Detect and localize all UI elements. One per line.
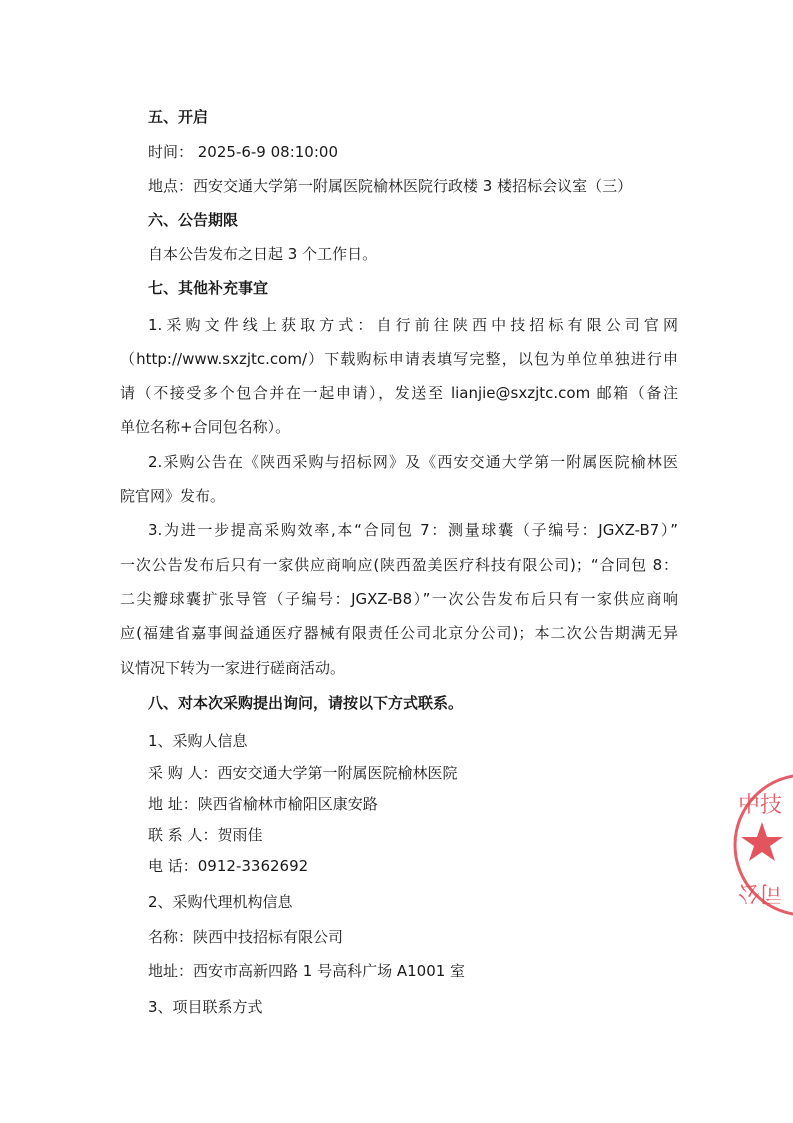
section-8-heading: 八、对本次采购提出询问，请按以下方式联系。 [148, 694, 464, 712]
item1-line-1: 1.采购文件线上获取方式：自行前往陕西中技招标有限公司官网 [148, 316, 678, 334]
item3-line-2: 一次公告发布后只有一家供应商响应(陕西盈美医疗科技有限公司)；“合同包 8： [120, 556, 678, 574]
section-5-heading: 五、开启 [148, 108, 209, 126]
item3-line-1: 3.为进一步提高采购效率,本“合同包 7：测量球囊（子编号：JGXZ-B7）” [148, 521, 678, 539]
item3-line-3: 二尖瓣球囊扩张导管（子编号：JGXZ-B8）”一次公告发布后只有一家供应商响 [120, 590, 678, 608]
section-7-heading: 七、其他补充事宜 [148, 279, 269, 297]
opening-time: 时间： 2025-6-9 08:10:00 [148, 143, 338, 161]
agency-address: 地址：西安市高新四路 1 号高科广场 A1001 室 [148, 962, 466, 980]
stamp-text-bottom: 司公 [737, 880, 782, 905]
agency-name: 名称：陕西中技招标有限公司 [148, 928, 344, 946]
company-seal-stamp [730, 770, 793, 920]
item3-line-5: 议情况下转为一家进行磋商活动。 [120, 659, 346, 677]
purchaser-name: 采 购 人：西安交通大学第一附属医院榆林医院 [148, 764, 458, 782]
item1-line-2: （http://www.sxzjtc.com/）下载购标申请表填写完整，以包为单位单独进行申 [120, 350, 678, 368]
item2-line-1: 2.采购公告在《陕西采购与招标网》及《西安交通大学第一附属医院榆林医 [148, 453, 678, 471]
purchaser-phone: 电 话：0912-3362692 [148, 857, 309, 875]
item2-line-2: 院官网》发布。 [120, 487, 226, 505]
item1-line-4: 单位名称+合同包名称）。 [120, 418, 291, 436]
item1-line-3: 请（不接受多个包合并在一起申请），发送至 lianjie@sxzjtc.com 邮箱（备注 [120, 384, 678, 402]
section-6-heading: 六、公告期限 [148, 211, 239, 229]
stamp-text-top: 中技 [738, 793, 783, 818]
opening-location: 地点：西安交通大学第一附属医院榆林医院行政楼 3 楼招标会议室（三） [148, 177, 633, 195]
purchaser-contact: 联 系 人：贺雨佳 [148, 826, 263, 844]
project-contact-title: 3、项目联系方式 [148, 998, 263, 1016]
purchaser-address: 地 址：陕西省榆林市榆阳区康安路 [148, 795, 378, 813]
purchaser-info-title: 1、采购人信息 [148, 732, 248, 750]
notice-period-text: 自本公告发布之日起 3 个工作日。 [148, 245, 378, 263]
item3-line-4: 应(福建省嘉事闽益通医疗器械有限责任公司北京分公司)；本二次公告期满无异 [120, 624, 678, 642]
agency-info-title: 2、采购代理机构信息 [148, 893, 293, 911]
stamp-star-icon [741, 822, 783, 861]
